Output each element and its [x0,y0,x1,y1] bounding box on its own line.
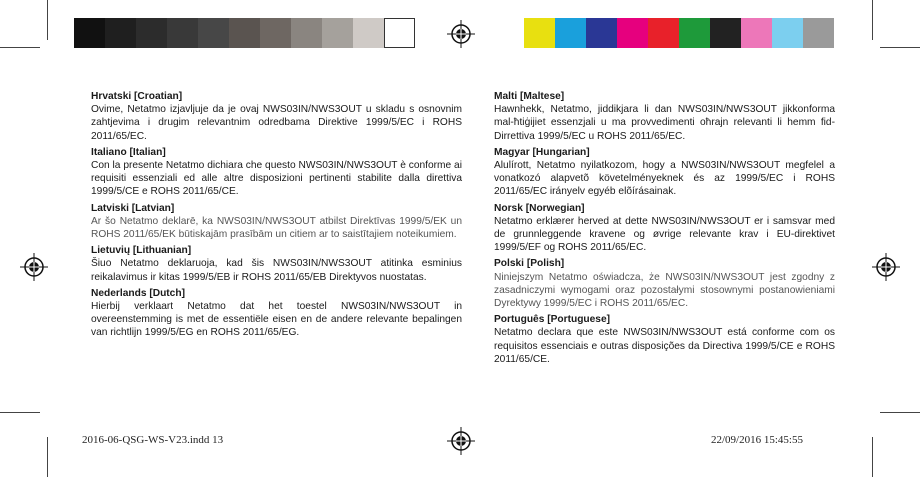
crop-mark [872,0,873,40]
color-swatch [586,18,617,48]
lang-block-italian [91,146,462,199]
lang-heading: Polski [Polish] [494,258,565,270]
lang-heading: Nederlands [Dutch] [91,287,185,299]
lang-text: Hawnhekk, Netatmo, jiddikjara li dan NWS03IN/NWS3OUT jikkonforma mal-ħtiġijiet essenzjali u ma provvedimenti oħrajn relevanti li hemm fid-Dirrettiva 1999/5/EC u ROHS 2011/65/EC. [494,104,835,142]
color-swatch [741,18,772,48]
gray-swatch [105,18,136,48]
lang-text: Alulírott, Netatmo nyilatkozom, hogy a NWS03IN/NWS3OUT megfelel a vonatkozó alapvetõ követelményeknek és az 1999/5/EC i ROHS 2011/65/EC irányelv egyéb elõírásainak. [494,160,835,198]
lang-heading: Português [Portuguese] [494,314,611,326]
crop-mark [0,412,40,413]
lang-text: Šiuo Netatmo deklaruoja, kad šis NWS03IN/NWS3OUT atitinka esminius reikalavimus ir kitas 1999/5/EB ir ROHS 2011/65/EB Direktyvos nuostatas. [91,258,462,283]
lang-block-portuguese [494,313,835,366]
gray-swatch [198,18,229,48]
gray-swatch [322,18,353,48]
lang-heading: Magyar [Hungarian] [494,146,590,158]
registration-mark-icon [447,427,475,455]
lang-heading: Italiano [Italian] [91,146,166,158]
lang-block-norwegian [494,202,835,255]
lang-block-lithuanian [91,244,462,284]
gray-swatch [229,18,260,48]
gray-swatch [74,18,105,48]
lang-block-maltese [494,90,835,143]
footer-datetime: 22/09/2016 15:45:55 [711,434,803,446]
right-column [494,90,835,369]
registration-mark-icon [872,253,900,281]
registration-mark-icon [447,20,475,48]
gray-swatch [167,18,198,48]
lang-text: Ar šo Netatmo deklarē, ka NWS03IN/NWS3OUT atbilst Direktīvas 1999/5/EK un ROHS 2011/65/EK būtiskajām prasībām un citiem ar to saistītajiem noteikumiem. [91,215,462,241]
color-swatch [648,18,679,48]
lang-block-latvian [91,202,462,242]
crop-mark [0,47,40,48]
lang-text: Netatmo erklærer herved at dette NWS03IN/NWS3OUT er i samsvar med de grunnleggende kravene og øvrige relevante krav i EU-direktivet 1999/5/EF og ROHS 2011/65/EC. [494,215,835,254]
crop-mark [880,412,920,413]
lang-block-dutch [91,287,462,340]
lang-block-croatian [91,90,462,143]
footer-file-info: 2016-06-QSG-WS-V23.indd 13 [82,434,224,446]
lang-heading: Latviski [Latvian] [91,202,175,214]
lang-block-hungarian [494,146,835,199]
registration-mark-icon [20,253,48,281]
gray-swatch [136,18,167,48]
gray-swatch [291,18,322,48]
color-swatch [555,18,586,48]
lang-text: Con la presente Netatmo dichiara che questo NWS03IN/NWS3OUT è conforme ai requisiti essenziali ed alle altre disposizioni pertinenti stabilite dalla direttiva 1999/5/CE e ROHS 2011/65/CE. [91,160,462,198]
lang-heading: Malti [Maltese] [494,91,565,102]
lang-heading: Norsk [Norwegian] [494,202,585,214]
color-swatch [679,18,710,48]
color-swatch [524,18,555,48]
lang-heading: Lietuvių [Lithuanian] [91,245,192,257]
lang-text: Niniejszym Netatmo oświadcza, że NWS03IN/NWS3OUT jest zgodny z zasadniczymi wymogami oraz pozostałymi stosownymi postanowieniami Dyrektywy 1999/5/EC i ROHS 2011/65/EC. [494,271,835,310]
gray-swatch [353,18,384,48]
color-swatch [617,18,648,48]
lang-block-polish [494,257,835,310]
gray-swatch [260,18,291,48]
crop-mark [47,0,48,40]
color-swatch [710,18,741,48]
left-column [91,90,462,343]
crop-mark [47,437,48,477]
color-swatch [803,18,834,48]
gray-swatch [384,18,415,48]
lang-heading: Hrvatski [Croatian] [91,91,183,102]
lang-text: Netatmo declara que este NWS03IN/NWS3OUT está conforme com os requisitos essenciais e outras disposições da Directiva 1999/5/CE e ROHS 2011/65/CE. [494,327,835,365]
crop-mark [872,437,873,477]
color-swatch [772,18,803,48]
crop-mark [880,47,920,48]
lang-text: Ovime, Netatmo izjavljuje da je ovaj NWS03IN/NWS3OUT u skladu s osnovnim zahtjevima i drugim relevantnim odredbama Direktive 1999/5/EC i ROHS 2011/65/EC. [91,104,462,142]
lang-text: Hierbij verklaart Netatmo dat het toestel NWS03IN/NWS3OUT in overeenstemming is met de essentiële eisen en de andere relevante bepalingen van richtlijn 1999/5/EG en ROHS 2011/65/EG. [91,301,462,339]
